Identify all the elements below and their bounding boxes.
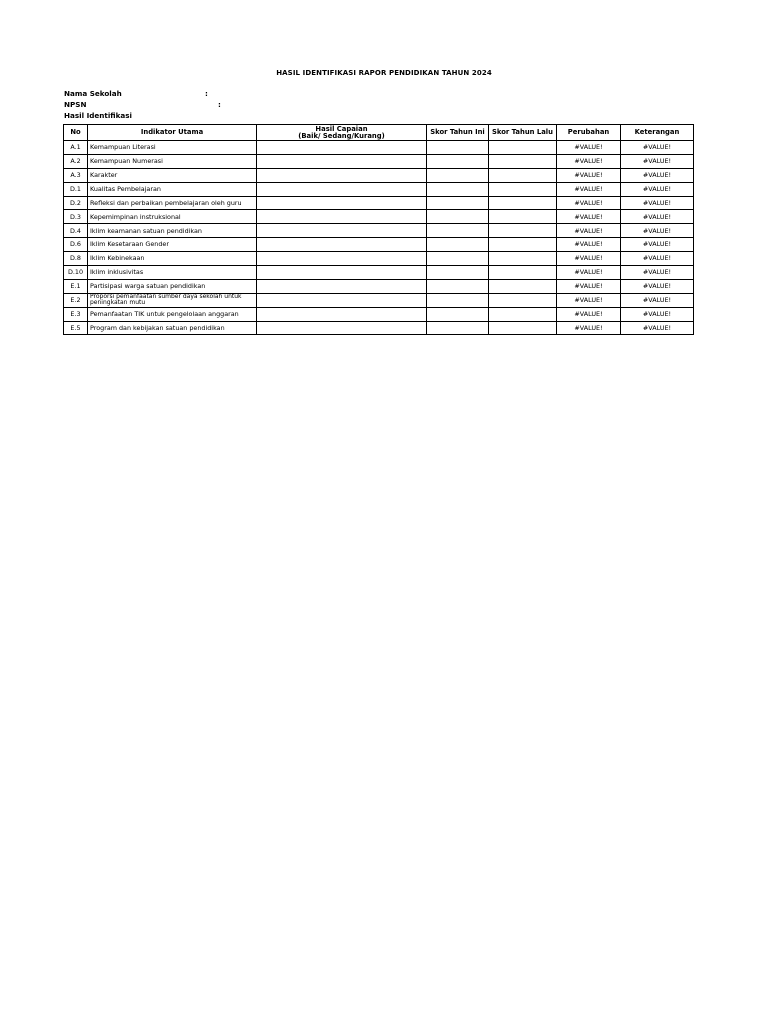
cell-hasil-capaian — [257, 252, 427, 266]
table-row — [64, 210, 694, 224]
cell-hasil-capaian — [257, 238, 427, 252]
cell-perubahan: #VALUE! — [557, 210, 621, 224]
cell-skor-tahun-ini — [427, 168, 489, 182]
cell-skor-tahun-lalu — [489, 141, 557, 155]
cell-no: E.5 — [64, 321, 88, 335]
cell-indikator: Kemampuan Numerasi — [88, 154, 257, 168]
field-hasil-identifikasi — [64, 111, 132, 120]
cell-keterangan: #VALUE! — [621, 238, 694, 252]
cell-indikator: Partisipasi warga satuan pendidikan — [88, 279, 257, 293]
cell-hasil-capaian — [257, 182, 427, 196]
table-row — [64, 168, 694, 182]
cell-no: D.3 — [64, 210, 88, 224]
cell-keterangan: #VALUE! — [621, 168, 694, 182]
field-label: Nama Sekolah — [64, 89, 122, 98]
table-row — [64, 266, 694, 280]
cell-perubahan: #VALUE! — [557, 224, 621, 238]
table-row — [64, 182, 694, 196]
cell-keterangan: #VALUE! — [621, 307, 694, 321]
table-row — [64, 224, 694, 238]
field-separator: : — [218, 100, 221, 109]
cell-skor-tahun-ini — [427, 307, 489, 321]
cell-indikator: Iklim inklusivitas — [88, 266, 257, 280]
cell-no: D.4 — [64, 224, 88, 238]
cell-skor-tahun-ini — [427, 141, 489, 155]
cell-hasil-capaian — [257, 154, 427, 168]
cell-indikator: Program dan kebijakan satuan pendidikan — [88, 321, 257, 335]
field-npsn — [64, 100, 221, 109]
cell-indikator: Kemampuan Literasi — [88, 141, 257, 155]
cell-skor-tahun-lalu — [489, 154, 557, 168]
cell-skor-tahun-ini — [427, 210, 489, 224]
cell-no: E.1 — [64, 279, 88, 293]
cell-skor-tahun-lalu — [489, 266, 557, 280]
cell-indikator: Kepemimpinan instruksional — [88, 210, 257, 224]
cell-no: A.1 — [64, 141, 88, 155]
table-header-row — [64, 125, 694, 141]
cell-indikator: Iklim Kesetaraan Gender — [88, 238, 257, 252]
table-row — [64, 293, 694, 307]
cell-skor-tahun-lalu — [489, 224, 557, 238]
cell-hasil-capaian — [257, 321, 427, 335]
cell-perubahan: #VALUE! — [557, 293, 621, 307]
cell-perubahan: #VALUE! — [557, 182, 621, 196]
table-row — [64, 252, 694, 266]
cell-keterangan: #VALUE! — [621, 141, 694, 155]
cell-perubahan: #VALUE! — [557, 168, 621, 182]
cell-no: D.10 — [64, 266, 88, 280]
cell-perubahan: #VALUE! — [557, 279, 621, 293]
cell-skor-tahun-lalu — [489, 279, 557, 293]
header-skor-tahun-ini: Skor Tahun Ini — [427, 125, 489, 141]
cell-hasil-capaian — [257, 141, 427, 155]
cell-skor-tahun-ini — [427, 196, 489, 210]
field-label: Hasil Identifikasi — [64, 111, 132, 120]
cell-indikator: Pemanfaatan TIK untuk pengelolaan anggaran — [88, 307, 257, 321]
cell-skor-tahun-lalu — [489, 307, 557, 321]
cell-no: E.3 — [64, 307, 88, 321]
cell-indikator: Proporsi pemanfaatan sumber daya sekolah untuk peningkatan mutu — [88, 293, 257, 307]
cell-indikator: Iklim Kebinekaan — [88, 252, 257, 266]
header-indikator: Indikator Utama — [88, 125, 257, 141]
table-row — [64, 238, 694, 252]
cell-skor-tahun-ini — [427, 293, 489, 307]
cell-skor-tahun-lalu — [489, 182, 557, 196]
cell-skor-tahun-lalu — [489, 252, 557, 266]
cell-perubahan: #VALUE! — [557, 238, 621, 252]
cell-keterangan: #VALUE! — [621, 154, 694, 168]
cell-indikator: Refleksi dan perbaikan pembelajaran oleh guru — [88, 196, 257, 210]
cell-keterangan: #VALUE! — [621, 210, 694, 224]
field-label: NPSN — [64, 100, 87, 109]
cell-no: A.2 — [64, 154, 88, 168]
table-row — [64, 307, 694, 321]
cell-keterangan: #VALUE! — [621, 224, 694, 238]
cell-hasil-capaian — [257, 293, 427, 307]
header-hasil-line2: (Baik/ Sedang/Kurang) — [298, 131, 385, 140]
table-row — [64, 279, 694, 293]
cell-perubahan: #VALUE! — [557, 307, 621, 321]
table-row — [64, 321, 694, 335]
header-no: No — [64, 125, 88, 141]
cell-skor-tahun-ini — [427, 279, 489, 293]
cell-keterangan: #VALUE! — [621, 293, 694, 307]
cell-skor-tahun-lalu — [489, 168, 557, 182]
table-row — [64, 154, 694, 168]
cell-skor-tahun-lalu — [489, 293, 557, 307]
cell-no: D.2 — [64, 196, 88, 210]
cell-skor-tahun-lalu — [489, 210, 557, 224]
cell-skor-tahun-ini — [427, 182, 489, 196]
cell-no: D.1 — [64, 182, 88, 196]
cell-no: A.3 — [64, 168, 88, 182]
header-keterangan: Keterangan — [621, 125, 694, 141]
cell-perubahan: #VALUE! — [557, 196, 621, 210]
cell-no: D.6 — [64, 238, 88, 252]
cell-skor-tahun-ini — [427, 154, 489, 168]
cell-keterangan: #VALUE! — [621, 321, 694, 335]
cell-hasil-capaian — [257, 266, 427, 280]
cell-skor-tahun-ini — [427, 238, 489, 252]
cell-skor-tahun-lalu — [489, 196, 557, 210]
table-row — [64, 196, 694, 210]
header-perubahan: Perubahan — [557, 125, 621, 141]
cell-keterangan: #VALUE! — [621, 279, 694, 293]
header-skor-tahun-lalu: Skor Tahun Lalu — [489, 125, 557, 141]
indicator-table — [63, 124, 694, 335]
cell-keterangan: #VALUE! — [621, 196, 694, 210]
cell-skor-tahun-lalu — [489, 321, 557, 335]
cell-hasil-capaian — [257, 224, 427, 238]
table-row — [64, 141, 694, 155]
cell-perubahan: #VALUE! — [557, 141, 621, 155]
cell-skor-tahun-ini — [427, 252, 489, 266]
document-title: HASIL IDENTIFIKASI RAPOR PENDIDIKAN TAHUN 2024 — [276, 69, 492, 77]
cell-keterangan: #VALUE! — [621, 182, 694, 196]
cell-skor-tahun-ini — [427, 266, 489, 280]
cell-hasil-capaian — [257, 168, 427, 182]
cell-hasil-capaian — [257, 279, 427, 293]
cell-perubahan: #VALUE! — [557, 252, 621, 266]
header-hasil-capaian — [257, 125, 427, 141]
field-separator: : — [205, 89, 208, 98]
cell-indikator: Kualitas Pembelajaran — [88, 182, 257, 196]
cell-skor-tahun-ini — [427, 321, 489, 335]
cell-keterangan: #VALUE! — [621, 266, 694, 280]
cell-no: D.8 — [64, 252, 88, 266]
header-hasil-line1: Hasil Capaian — [315, 124, 368, 133]
field-nama-sekolah — [64, 89, 208, 98]
cell-hasil-capaian — [257, 307, 427, 321]
cell-indikator: Iklim keamanan satuan pendidikan — [88, 224, 257, 238]
cell-perubahan: #VALUE! — [557, 154, 621, 168]
cell-indikator: Karakter — [88, 168, 257, 182]
cell-hasil-capaian — [257, 210, 427, 224]
cell-perubahan: #VALUE! — [557, 321, 621, 335]
cell-skor-tahun-lalu — [489, 238, 557, 252]
cell-skor-tahun-ini — [427, 224, 489, 238]
cell-keterangan: #VALUE! — [621, 252, 694, 266]
cell-hasil-capaian — [257, 196, 427, 210]
cell-perubahan: #VALUE! — [557, 266, 621, 280]
cell-no: E.2 — [64, 293, 88, 307]
